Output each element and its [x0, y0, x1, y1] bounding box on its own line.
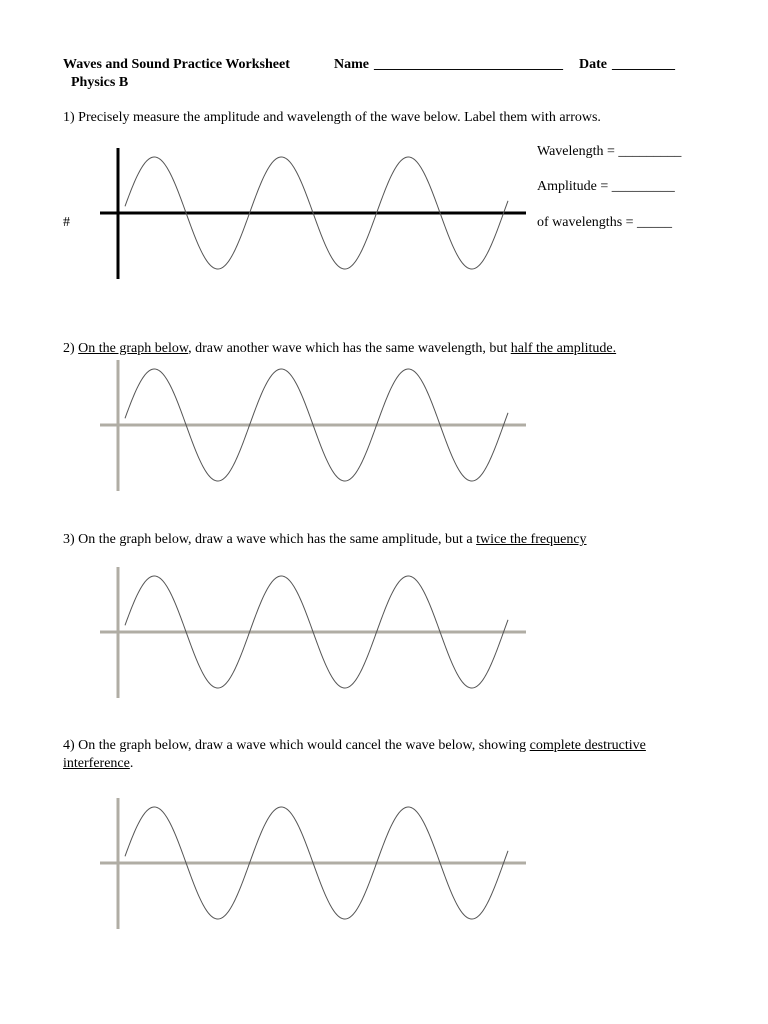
date-label: Date	[579, 57, 607, 72]
q4-underline-complete-destructive: complete destructive	[529, 738, 646, 753]
q2-underline-half-amplitude: half the amplitude.	[510, 341, 617, 356]
q1-hash: #	[63, 215, 70, 230]
q4-text: 4) On the graph below, draw a wave which would cancel the wave below, showing	[63, 738, 530, 753]
q2-underline-graph: On the graph below	[78, 341, 189, 356]
q1-amplitude-field: Amplitude = _________	[537, 179, 675, 194]
worksheet-title: Waves and Sound Practice Worksheet	[63, 57, 290, 72]
q2-middle: , draw another wave which has the same wavelength, but	[188, 341, 511, 356]
q2-num: 2)	[63, 341, 79, 356]
q1-wavelength-field: Wavelength = _________	[537, 144, 682, 159]
name-label: Name	[334, 57, 369, 72]
q1-num-wavelengths-field: of wavelengths = _____	[537, 215, 673, 230]
worksheet-subtitle: Physics B	[71, 75, 129, 90]
q1-prompt: 1) Precisely measure the amplitude and wavelength of the wave below. Label them with arrows.	[63, 110, 601, 125]
name-blank: ___________________________	[374, 57, 563, 72]
q4-underline-interference: interference	[63, 756, 130, 771]
q3-underline-twice-frequency: twice the frequency	[476, 532, 587, 547]
q3-text: 3) On the graph below, draw a wave which has the same amplitude, but a	[63, 532, 477, 547]
q4-period: .	[129, 756, 134, 771]
date-blank: _________	[612, 57, 675, 72]
